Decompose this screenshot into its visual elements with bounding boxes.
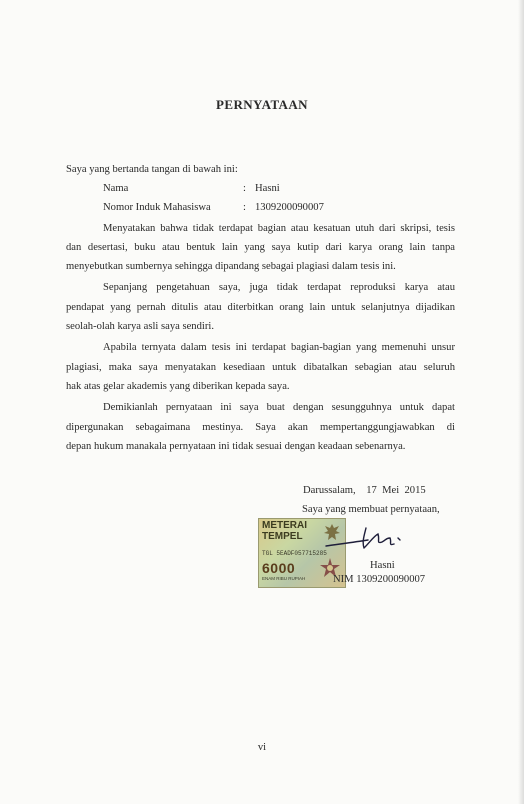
stamp-header-line-1: METERAI: [262, 520, 307, 531]
place-date: Darussalam, 17 Mei 2015: [303, 485, 426, 496]
field-label-nim: Nomor Induk Mahasiswa: [103, 202, 211, 213]
page-number: vi: [257, 742, 267, 753]
paragraph-2-line-2: pendapat yang pernah ditulis atau diterbitkan orang lain untuk selanjutnya dijadikan: [66, 302, 455, 313]
stamp-serial: TGL 5EADF057715285: [262, 550, 327, 557]
paragraph-1-line-3: menyebutkan sumbernya sehingga dipandang sebagai plagiasi dalam tesis ini.: [66, 261, 396, 272]
stamp-header-line-2: TEMPEL: [262, 531, 303, 542]
paragraph-4-line-2: dipergunakan sebagaimana mestinya. Saya akan mempertanggungjawabkan di: [66, 422, 455, 433]
paragraph-4-line-1: Demikianlah pernyataan ini saya buat dengan sesungguhnya untuk dapat: [103, 402, 455, 413]
paragraph-3-line-1: Apabila ternyata dalam tesis ini terdapat bagian-bagian yang memenuhi unsur: [103, 342, 455, 353]
signer-caption: Saya yang membuat pernyataan,: [302, 504, 440, 515]
paragraph-2-line-3: seolah-olah karya asli saya sendiri.: [66, 321, 214, 332]
field-sep-nama: :: [243, 183, 246, 194]
paragraph-1-line-2: dan desertasi, buku atau bentuk lain yang saya kutip dari karya orang lain tanpa: [66, 242, 455, 253]
field-value-nim: 1309200090007: [255, 202, 324, 213]
field-sep-nim: :: [243, 202, 246, 213]
paragraph-3-line-2: plagiasi, maka saya menyatakan kesediaan untuk dibatalkan sebagian atau seluruh: [66, 362, 455, 373]
stamp-value-words: ENAM RIBU RUPIAH: [262, 576, 306, 581]
handwritten-signature: [320, 520, 410, 560]
page-title: PERNYATAAN: [216, 97, 308, 112]
page-edge-shadow: [518, 0, 524, 804]
intro-text: Saya yang bertanda tangan di bawah ini:: [66, 164, 238, 175]
signer-nim: NIM 1309200090007: [333, 574, 426, 585]
stamp-value: 6000: [262, 560, 296, 576]
signer-name: Hasni: [370, 560, 395, 571]
paragraph-3-line-3: hak atas gelar akademis yang diberikan kepada saya.: [66, 381, 290, 392]
field-label-nama: Nama: [103, 183, 129, 194]
paragraph-4-line-3: depan hukum manakala pernyataan ini tidak sesuai dengan keadaan sebenarnya.: [66, 441, 406, 452]
field-value-nama: Hasni: [255, 183, 280, 194]
paragraph-1-line-1: Menyatakan bahwa tidak terdapat bagian atau kesatuan utuh dari skripsi, tesis: [103, 223, 455, 234]
paragraph-2-line-1: Sepanjang pengetahuan saya, juga tidak terdapat reproduksi karya atau: [103, 282, 455, 293]
